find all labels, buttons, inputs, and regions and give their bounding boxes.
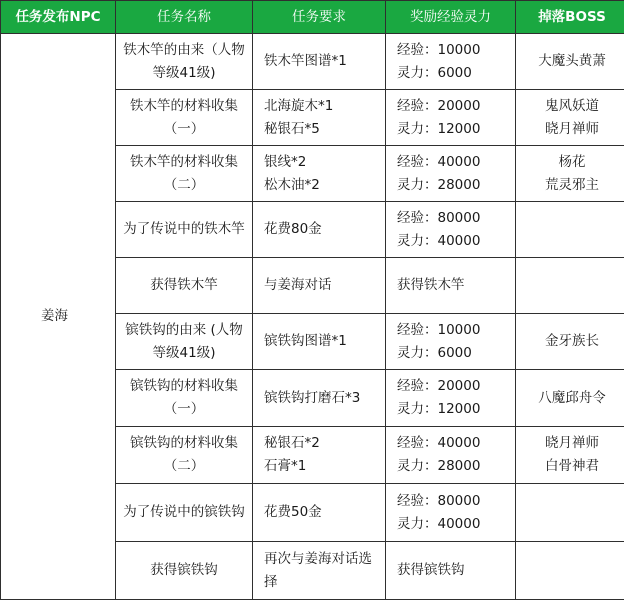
quest-name-cell: 为了传说中的铁木竿 <box>116 202 253 258</box>
reward-cell <box>386 202 516 258</box>
reward-spirit: 灵力：28000 <box>397 455 509 478</box>
reward-exp: 经验：20000 <box>397 95 509 118</box>
reward-spirit: 灵力：12000 <box>397 398 509 421</box>
header-row <box>1 1 624 34</box>
reward-cell <box>386 314 516 370</box>
reward-exp: 经验：40000 <box>397 432 509 455</box>
boss-name: 荒灵邪主 <box>522 174 622 197</box>
reward-spirit: 灵力：6000 <box>397 62 509 85</box>
quest-name-cell: 铁木竿的材料收集（一） <box>116 90 253 146</box>
boss-name: 白骨神君 <box>522 455 622 478</box>
quest-name-cell: 镔铁钩的材料收集（二） <box>116 427 253 484</box>
requirement-cell: 花费50金 <box>253 484 386 542</box>
reward-exp: 经验：10000 <box>397 319 509 342</box>
header-quest-name: 任务名称 <box>116 1 253 34</box>
reward-cell <box>386 146 516 202</box>
reward-cell <box>386 370 516 427</box>
boss-name: 大魔头黄萧 <box>522 50 622 73</box>
quest-name-cell: 获得铁木竿 <box>116 258 253 314</box>
requirement-item: 秘银石*5 <box>264 118 379 141</box>
boss-name: 鬼风妖道 <box>522 95 622 118</box>
reward-spirit: 灵力：28000 <box>397 174 509 197</box>
boss-cell <box>516 90 624 146</box>
reward-cell <box>386 34 516 90</box>
quest-name-cell: 镔铁钩的材料收集（一） <box>116 370 253 427</box>
requirement-cell <box>253 146 386 202</box>
reward-spirit: 灵力：40000 <box>397 513 509 536</box>
reward-spirit: 灵力：40000 <box>397 230 509 253</box>
requirement-cell: 花费80金 <box>253 202 386 258</box>
boss-cell <box>516 146 624 202</box>
boss-cell <box>516 314 624 370</box>
reward-cell: 获得镔铁钩 <box>386 542 516 600</box>
boss-cell <box>516 370 624 427</box>
reward-cell <box>386 427 516 484</box>
requirement-item: 松木油*2 <box>264 174 379 197</box>
reward-spirit: 灵力：12000 <box>397 118 509 141</box>
quest-name-cell: 铁木竿的由来（人物等级41级) <box>116 34 253 90</box>
header-boss: 掉落BOSS <box>516 1 624 34</box>
boss-name: 晓月禅师 <box>522 432 622 455</box>
reward-exp: 经验：20000 <box>397 375 509 398</box>
requirement-cell: 与姜海对话 <box>253 258 386 314</box>
quest-name-cell: 镔铁钩的由来 (人物等级41级) <box>116 314 253 370</box>
boss-cell <box>516 542 624 600</box>
reward-cell <box>386 90 516 146</box>
reward-exp: 经验：80000 <box>397 207 509 230</box>
boss-cell <box>516 202 624 258</box>
npc-cell: 姜海 <box>1 34 116 600</box>
reward-spirit: 灵力：6000 <box>397 342 509 365</box>
requirement-item: 银线*2 <box>264 151 379 174</box>
boss-name: 金牙族长 <box>522 330 622 353</box>
boss-cell <box>516 427 624 484</box>
requirement-item: 秘银石*2 <box>264 432 379 455</box>
boss-cell <box>516 34 624 90</box>
requirement-cell <box>253 90 386 146</box>
requirement-item: 北海旋木*1 <box>264 95 379 118</box>
requirement-item: 石膏*1 <box>264 455 379 478</box>
requirement-cell: 铁木竿图谱*1 <box>253 34 386 90</box>
requirement-cell: 镔铁钩图谱*1 <box>253 314 386 370</box>
requirement-cell <box>253 427 386 484</box>
header-quest-requirement: 任务要求 <box>253 1 386 34</box>
quest-name-cell: 为了传说中的镔铁钩 <box>116 484 253 542</box>
reward-cell: 获得铁木竿 <box>386 258 516 314</box>
reward-exp: 经验：40000 <box>397 151 509 174</box>
boss-cell <box>516 258 624 314</box>
requirement-cell: 镔铁钩打磨石*3 <box>253 370 386 427</box>
header-npc: 任务发布NPC <box>1 1 116 34</box>
header-reward: 奖励经验灵力 <box>386 1 516 34</box>
table-row <box>1 34 624 90</box>
boss-name: 晓月禅师 <box>522 118 622 141</box>
reward-exp: 经验：10000 <box>397 39 509 62</box>
boss-cell <box>516 484 624 542</box>
boss-name: 八魔邱舟令 <box>522 387 622 410</box>
quest-name-cell: 获得镔铁钩 <box>116 542 253 600</box>
quest-name-cell: 铁木竿的材料收集（二） <box>116 146 253 202</box>
reward-cell <box>386 484 516 542</box>
boss-name: 杨花 <box>522 151 622 174</box>
requirement-cell: 再次与姜海对话选择 <box>253 542 386 600</box>
reward-exp: 经验：80000 <box>397 490 509 513</box>
